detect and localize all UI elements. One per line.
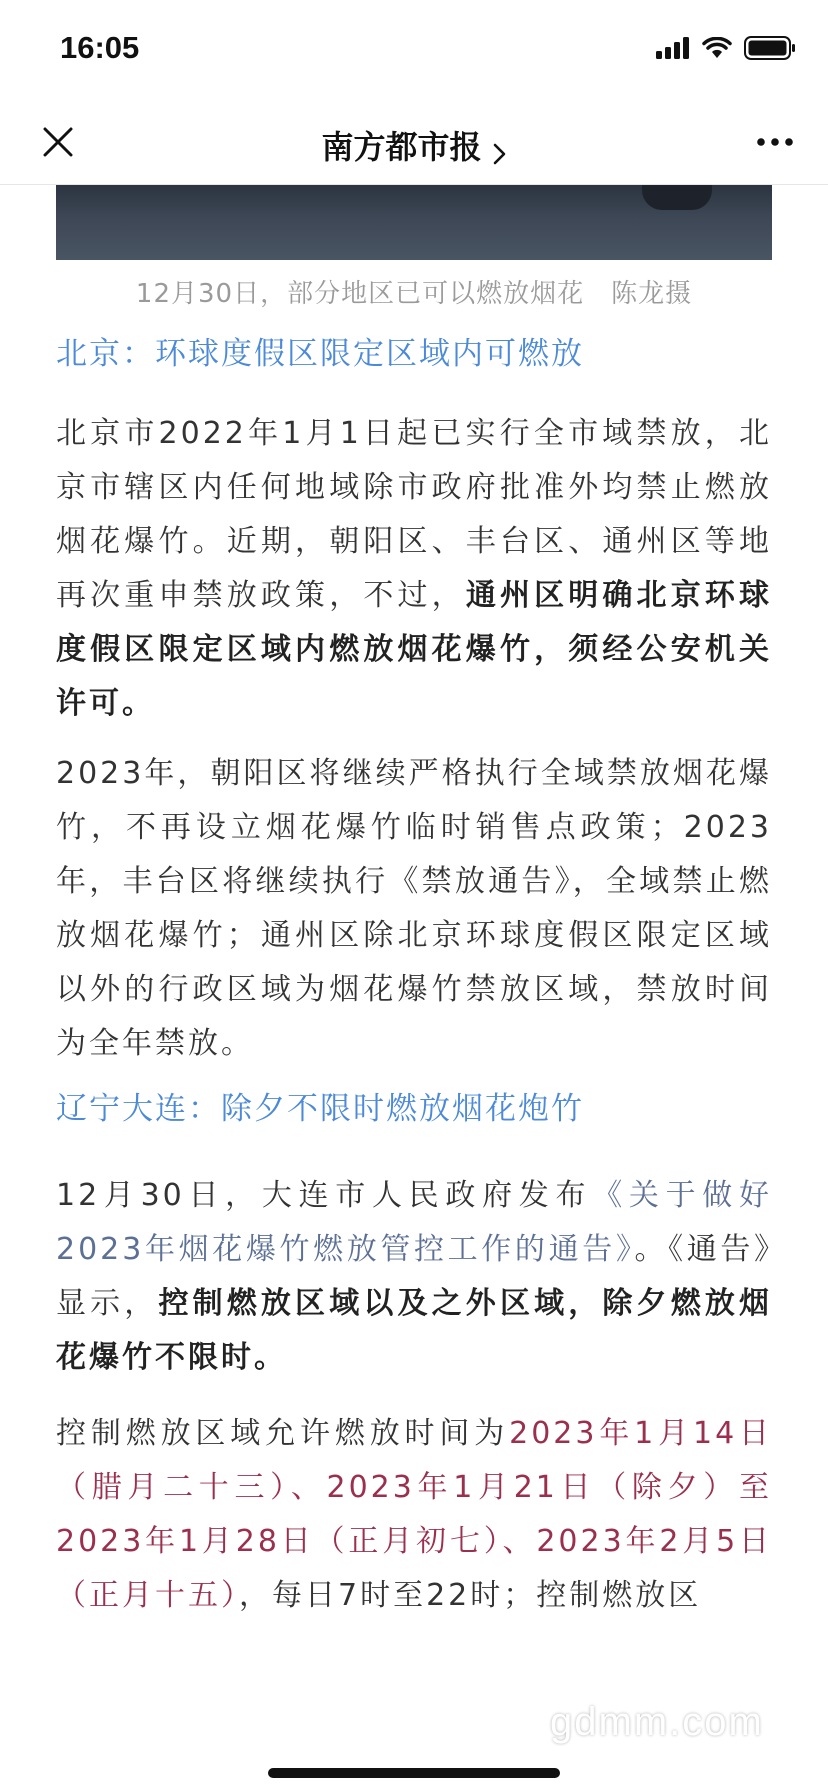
paragraph-text: ，每日7时至22时；控制燃放区: [239, 1578, 702, 1613]
site-watermark: gdmm.com: [550, 1700, 764, 1744]
photo-caption: 12月30日，部分地区已可以燃放烟花 陈龙摄: [135, 279, 693, 309]
nav-bar: [0, 100, 828, 185]
cellular-signal-icon: [656, 37, 690, 59]
status-time: 16:05: [60, 30, 140, 65]
paragraph-bold-text: 控制燃放区域以及之外区域，除夕燃放烟花爆竹不限时。: [56, 1286, 773, 1375]
article-photo[interactable]: [56, 185, 772, 260]
chevron-right-icon: [493, 142, 507, 166]
allowed-dates: 2023年1月14日（腊月二十三）、2023年1月21日（除夕）至2023年1月28日（正月初七）、2023年2月5日（正月十五）: [56, 1416, 773, 1613]
wifi-icon: [702, 37, 732, 59]
section-heading-dalian: 辽宁大连：除夕不限时燃放烟花炮竹: [56, 1091, 584, 1127]
paragraph-beijing-policy: [56, 407, 772, 731]
article-content[interactable]: [0, 185, 828, 1792]
account-title-link[interactable]: [0, 122, 828, 168]
status-bar: [0, 0, 828, 100]
paragraph-district-policies: 2023年，朝阳区将继续严格执行全域禁放烟花爆竹，不再设立烟花爆竹临时销售点政策；2023年，丰台区将继续执行《禁放通告》，全域禁止燃放烟花爆竹；通州区除北京环球度假区限定区域以外的行政区域为烟花爆竹禁放区域，禁放时间为全年禁放。: [56, 756, 772, 1061]
more-dots-icon: [756, 137, 794, 147]
paragraph-text: 控制燃放区域允许燃放时间为: [56, 1416, 510, 1451]
paragraph-text: 。《通告》显示，: [56, 1232, 772, 1321]
battery-icon: [744, 36, 796, 60]
paragraph-bold-text: 通州区明确北京环球度假区限定区域内燃放烟花爆竹，须经公安机关许可。: [56, 578, 773, 721]
paragraph-text: 北京市2022年1月1日起已实行全市域禁放，北京市辖区内任何地域除市政府批准外均禁止燃放烟花爆竹。近期，朝阳区、丰台区、通州区等地再次重申禁放政策，不过，: [56, 416, 772, 613]
account-name: 南方都市报: [321, 128, 482, 166]
notice-link[interactable]: 《关于做好2023年烟花爆竹燃放管控工作的通告》: [56, 1178, 772, 1267]
status-icons: [656, 36, 796, 60]
home-indicator[interactable]: [268, 1768, 560, 1778]
more-options-button[interactable]: [752, 122, 798, 162]
paragraph-text: 12月30日，大连市人民政府发布: [56, 1178, 593, 1213]
section-heading-beijing: 北京：环球度假区限定区域内可燃放: [56, 336, 584, 372]
paragraph-dalian-notice: [56, 1169, 772, 1385]
paragraph-allowed-times: [56, 1407, 772, 1623]
